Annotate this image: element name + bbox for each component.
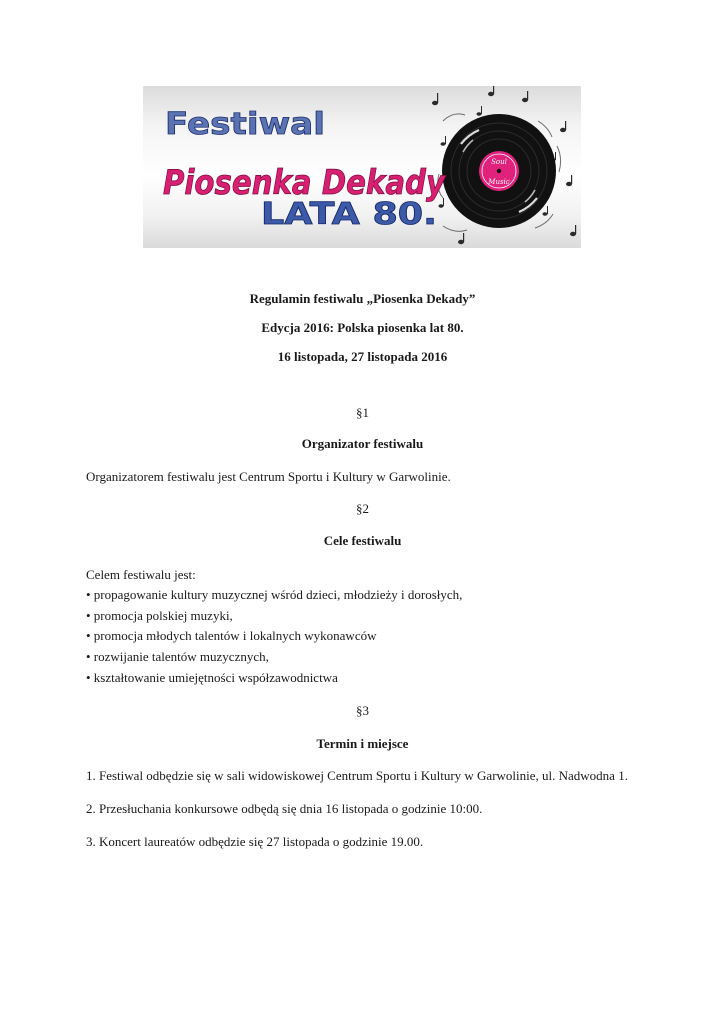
section-1-text: Organizatorem festiwalu jest Centrum Sportu i Kultury w Garwolinie. [86,469,451,484]
section-3-number: §3 [356,703,369,718]
festival-logo [143,86,581,248]
section-1-number: §1 [356,405,369,420]
list-item: • promocja polskiej muzyki, [86,608,233,623]
list-item: • kształtowanie umiejętności współzawodnictwa [86,670,338,685]
banner-title-lata: LATA 80. [261,197,437,232]
section-3-heading: Termin i miejsce [316,736,409,751]
section-1-heading: Organizator festiwalu [301,436,424,451]
numbered-point: 3. Koncert laureatów odbędzie się 27 listopada o godzinie 19.00. [86,834,424,849]
list-item: • rozwijanie talentów muzycznych, [86,649,269,664]
section-2-intro: Celem festiwalu jest: [86,567,196,582]
section-2-heading: Cele festiwalu [323,533,402,548]
disc-label-bottom: Music [488,178,510,186]
document-title: Regulamin festiwalu „Piosenka Dekady” [249,291,476,306]
disc-label-top: Soul [491,158,507,166]
dates-line: 16 listopada, 27 listopada 2016 [277,349,448,364]
section-2-number: §2 [356,501,369,516]
numbered-point: 2. Przesłuchania konkursowe odbędą się dnia 16 listopada o godzinie 10:00. [86,801,483,816]
edition-line: Edycja 2016: Polska piosenka lat 80. [261,320,464,335]
banner-title-festiwal: Festiwal [165,107,325,142]
vinyl-record-icon [442,114,556,228]
banner-title-piosenka-dekady: Piosenka Dekady [163,163,447,203]
list-item: • promocja młodych talentów i lokalnych wykonawców [86,628,377,643]
list-item: • propagowanie kultury muzycznej wśród dzieci, młodzieży i dorosłych, [86,587,463,602]
numbered-point: 1. Festiwal odbędzie się w sali widowiskowej Centrum Sportu i Kultury w Garwolinie, ul. Nadwodna 1. [86,768,628,783]
festival-banner [143,86,581,248]
